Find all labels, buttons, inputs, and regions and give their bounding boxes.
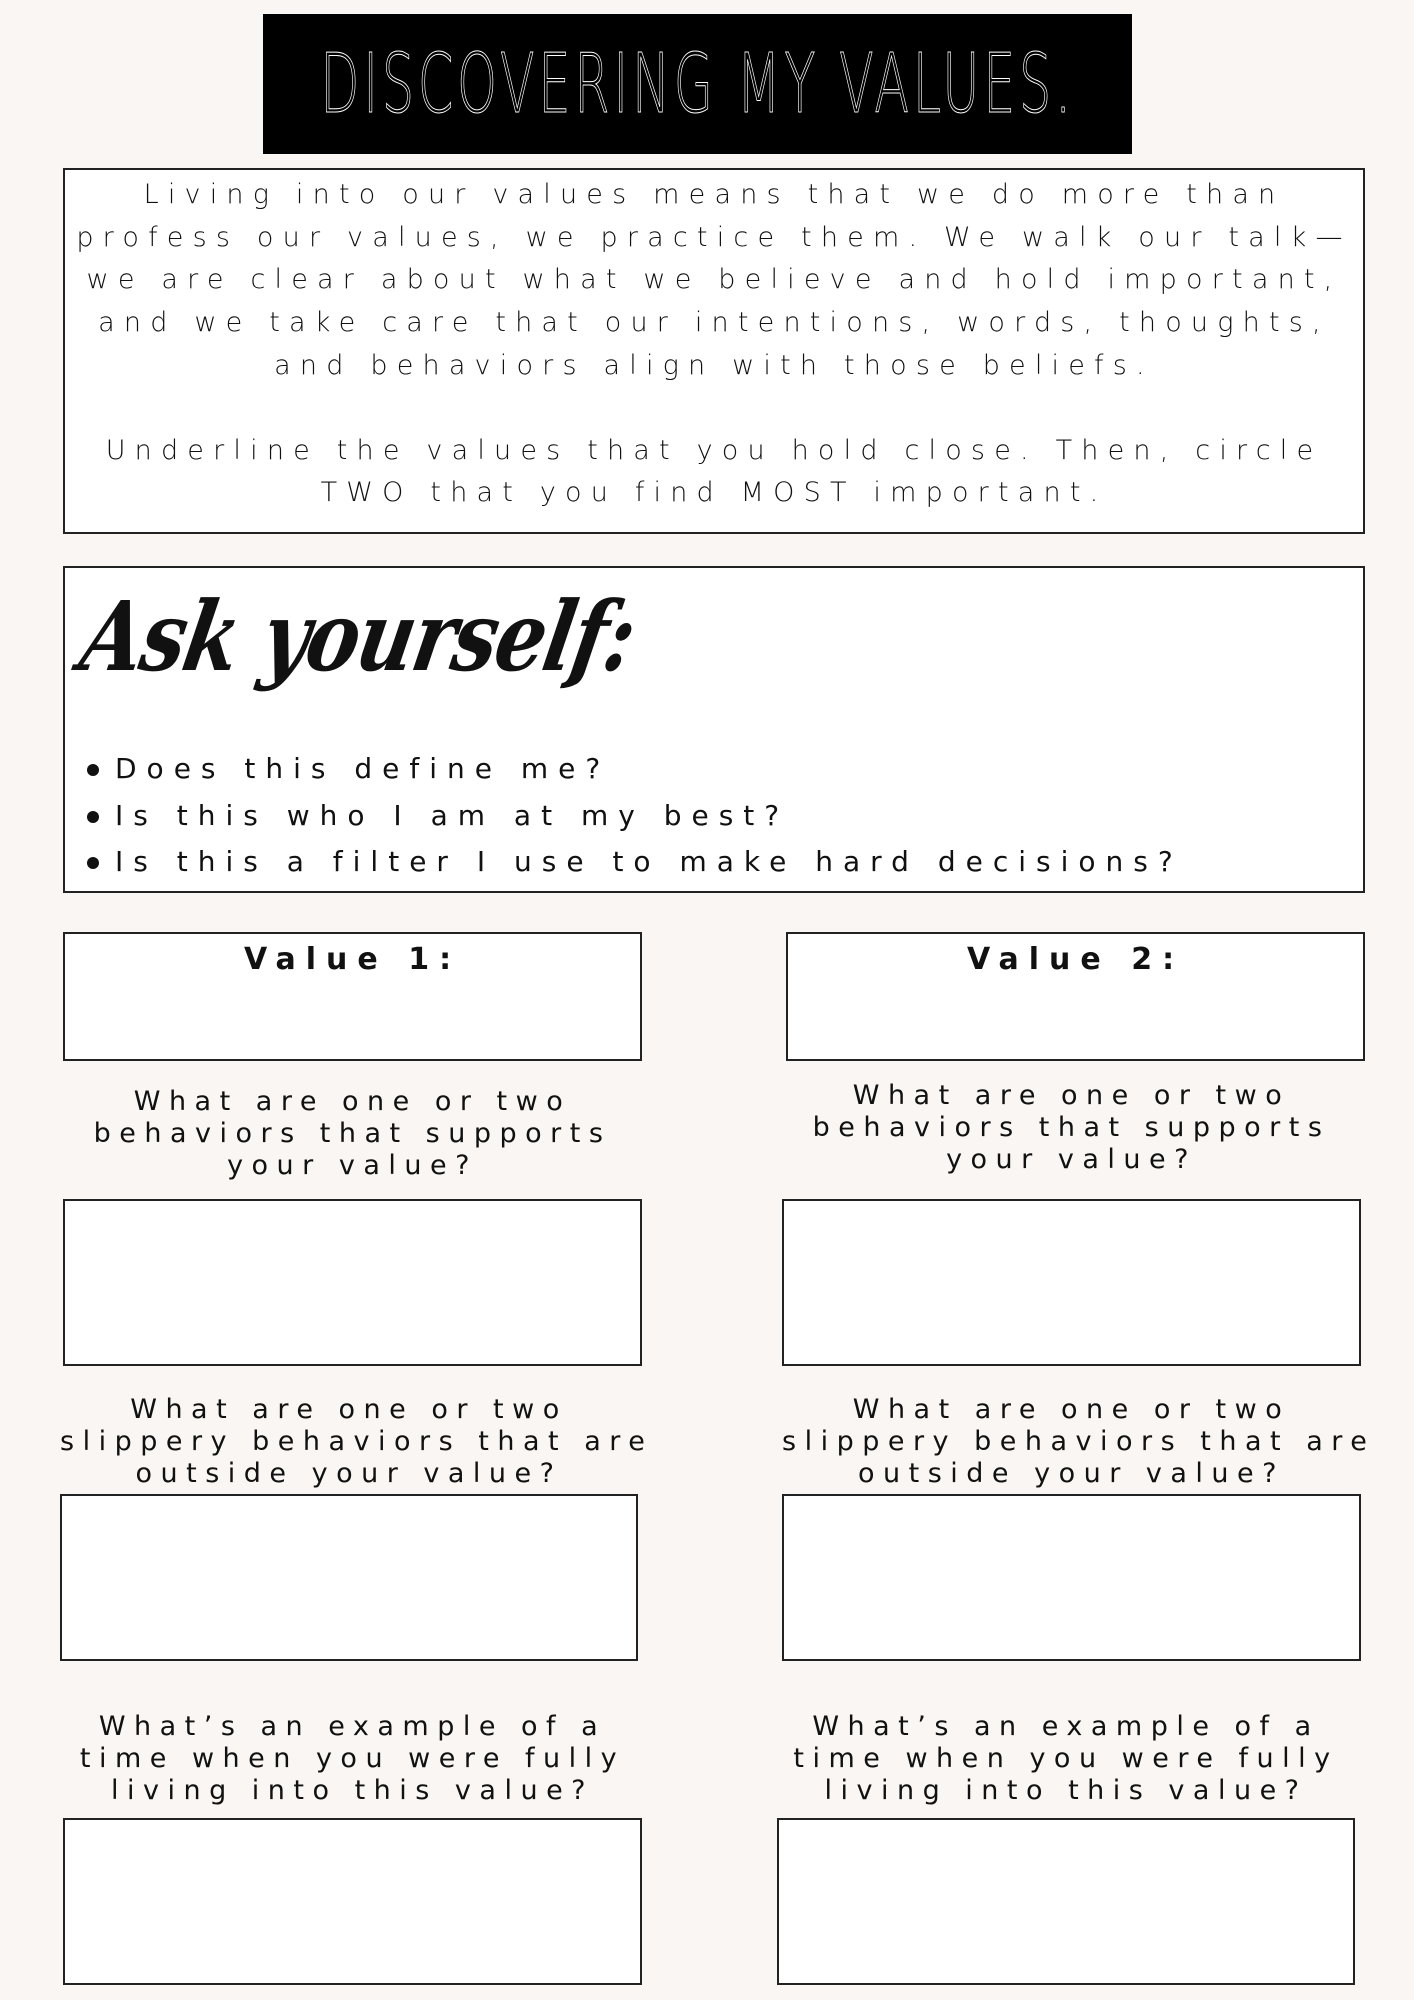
- question-line: behaviors that supports: [93, 1118, 612, 1149]
- bullet-icon: [87, 811, 99, 823]
- question-line: behaviors that supports: [812, 1112, 1331, 1143]
- value-1-label: Value 1:: [243, 942, 462, 977]
- value-1-slippery-behaviors-question: [60, 1394, 654, 1490]
- instruction-line: Underline the values that you hold close. Then, circle: [105, 434, 1323, 466]
- value-2-example-question: [777, 1711, 1355, 1807]
- title-banner: [263, 14, 1132, 154]
- reflection-question: [87, 793, 1183, 840]
- intro-box: [63, 168, 1365, 534]
- value-1-example-question: [63, 1711, 642, 1807]
- intro-line: and we take care that our intentions, words, thoughts,: [98, 307, 1330, 339]
- value-1-supporting-behaviors-question: [63, 1086, 642, 1182]
- value-1-box[interactable]: [63, 932, 642, 1061]
- question-line: slippery behaviors that are: [782, 1426, 1376, 1457]
- question-line: time when you were fully: [79, 1743, 626, 1774]
- reflection-question-text: Is this who I am at my best?: [115, 798, 790, 832]
- bullet-icon: [87, 764, 99, 776]
- question-line: time when you were fully: [793, 1743, 1339, 1774]
- value-2-label: Value 2:: [966, 942, 1185, 977]
- value-2-box[interactable]: [786, 932, 1365, 1061]
- question-line: What are one or two: [133, 1086, 572, 1117]
- question-line: living into this value?: [110, 1775, 595, 1806]
- intro-line: profess our values, we practice them. We walk our talk—: [76, 221, 1352, 253]
- intro-line: Living into our values means that we do more than: [143, 179, 1285, 210]
- question-line: What are one or two: [852, 1394, 1291, 1425]
- value-1-supporting-behaviors-answer[interactable]: [63, 1199, 642, 1366]
- value-2-supporting-behaviors-answer[interactable]: [782, 1199, 1361, 1366]
- instruction-line: TWO that you find MOST important.: [320, 477, 1108, 509]
- ask-yourself-box: [63, 566, 1365, 893]
- question-line: your value?: [946, 1144, 1197, 1175]
- question-line: What’s an example of a: [98, 1711, 607, 1742]
- question-line: What are one or two: [852, 1080, 1291, 1111]
- reflection-question: [87, 746, 1183, 793]
- ask-yourself-heading: Ask yourself:: [73, 580, 644, 693]
- question-line: living into this value?: [824, 1775, 1308, 1806]
- question-line: What’s an example of a: [812, 1711, 1320, 1742]
- reflection-question-list: [87, 746, 1183, 886]
- intro-paragraph: [71, 174, 1357, 515]
- page-title: DISCOVERING MY VALUES.: [320, 36, 1075, 132]
- reflection-question-text: Does this define me?: [115, 752, 611, 785]
- question-line: outside your value?: [858, 1458, 1285, 1489]
- bullet-icon: [87, 857, 99, 869]
- intro-line: and behaviors align with those beliefs.: [274, 349, 1154, 381]
- value-2-slippery-behaviors-answer[interactable]: [782, 1494, 1361, 1661]
- value-1-slippery-behaviors-answer[interactable]: [60, 1494, 638, 1661]
- value-2-example-answer[interactable]: [777, 1818, 1355, 1985]
- value-2-supporting-behaviors-question: [782, 1080, 1361, 1176]
- reflection-question-text: Is this a filter I use to make hard decisions?: [115, 845, 1183, 878]
- value-1-example-answer[interactable]: [63, 1818, 642, 1985]
- question-line: slippery behaviors that are: [60, 1426, 654, 1457]
- question-line: your value?: [227, 1150, 478, 1181]
- question-line: outside your value?: [135, 1458, 563, 1489]
- value-2-slippery-behaviors-question: [782, 1394, 1376, 1490]
- question-line: What are one or two: [130, 1394, 568, 1425]
- paragraph-spacer: [71, 388, 1357, 430]
- reflection-question: [87, 839, 1183, 886]
- intro-line: we are clear about what we believe and hold important,: [86, 264, 1342, 296]
